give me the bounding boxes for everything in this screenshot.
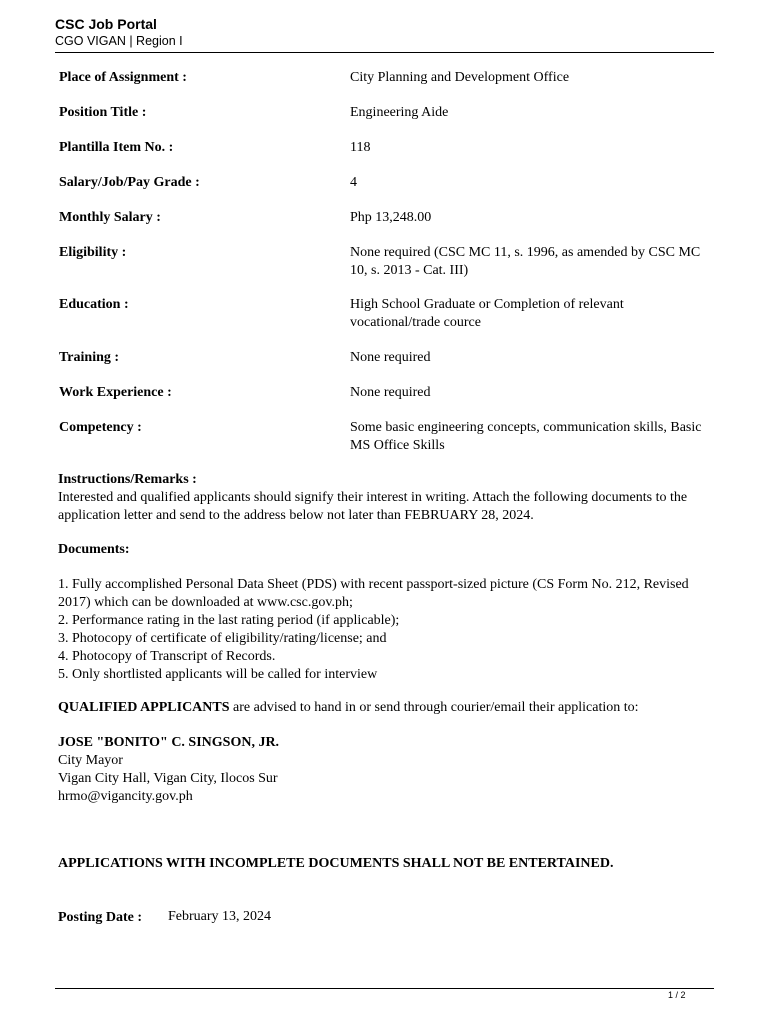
eligibility-value: None required (CSC MC 11, s. 1996, as amended by CSC MC 10, s. 2013 - Cat. III): [350, 245, 701, 278]
qualified-applicants-bold: QUALIFIED APPLICANTS: [58, 700, 230, 715]
training-value: None required: [350, 350, 431, 365]
position-title-label: Position Title :: [59, 105, 147, 120]
footer-divider: [55, 988, 714, 989]
eligibility-label: Eligibility :: [59, 245, 127, 260]
document-item: 1. Fully accomplished Personal Data Sheet (PDS) with recent passport-sized picture (CS Form No. 212, Revised 2017) which can be downloaded at www.csc.gov.ph;: [58, 577, 689, 610]
page-number: 1 / 2: [668, 990, 686, 1000]
monthly-salary-value: Php 13,248.00: [350, 210, 432, 225]
monthly-salary-label: Monthly Salary :: [59, 210, 161, 225]
recipient-title: City Mayor: [58, 753, 123, 768]
place-of-assignment-value: City Planning and Development Office: [350, 70, 570, 85]
competency-value: Some basic engineering concepts, communication skills, Basic MS Office Skills: [350, 420, 702, 453]
competency-label: Competency :: [59, 420, 142, 435]
education-value: High School Graduate or Completion of relevant vocational/trade cource: [350, 297, 624, 330]
portal-title: CSC Job Portal: [55, 16, 157, 32]
salary-grade-label: Salary/Job/Pay Grade :: [59, 175, 200, 190]
qualified-applicants-note: [58, 699, 708, 717]
qualified-applicants-rest: are advised to hand in or send through courier/email their application to:: [229, 700, 639, 715]
place-of-assignment-label: Place of Assignment :: [59, 70, 187, 85]
documents-list: [58, 576, 708, 684]
portal-subtitle: CGO VIGAN | Region I: [55, 34, 183, 48]
posting-date-label: Posting Date :: [58, 910, 142, 925]
plantilla-item-label: Plantilla Item No. :: [59, 140, 174, 155]
instructions-section: [58, 471, 708, 525]
document-item: 4. Photocopy of Transcript of Records.: [58, 649, 276, 664]
document-item: 2. Performance rating in the last rating period (if applicable);: [58, 613, 400, 628]
salary-grade-value: 4: [350, 175, 357, 190]
document-item: 5. Only shortlisted applicants will be called for interview: [58, 667, 378, 682]
recipient-block: [58, 734, 708, 806]
position-title-value: Engineering Aide: [350, 105, 449, 120]
incomplete-documents-warning: APPLICATIONS WITH INCOMPLETE DOCUMENTS SHALL NOT BE ENTERTAINED.: [58, 856, 614, 871]
instructions-heading: Instructions/Remarks :: [58, 472, 197, 487]
recipient-name: JOSE "BONITO" C. SINGSON, JR.: [58, 735, 280, 750]
documents-heading: Documents:: [58, 542, 130, 557]
education-label: Education :: [59, 297, 129, 312]
posting-date-value: February 13, 2024: [168, 909, 272, 924]
work-experience-label: Work Experience :: [59, 385, 172, 400]
recipient-email: hrmo@vigancity.gov.ph: [58, 789, 193, 804]
work-experience-value: None required: [350, 385, 431, 400]
document-item: 3. Photocopy of certificate of eligibility/rating/license; and: [58, 631, 387, 646]
instructions-text: Interested and qualified applicants should signify their interest in writing. Attach the following documents to the application letter and send to the address below not later than FEBRUARY 28, 2024.: [58, 490, 688, 523]
recipient-address: Vigan City Hall, Vigan City, Ilocos Sur: [58, 771, 278, 786]
plantilla-item-value: 118: [350, 140, 371, 155]
header-divider: [55, 52, 714, 53]
training-label: Training :: [59, 350, 120, 365]
